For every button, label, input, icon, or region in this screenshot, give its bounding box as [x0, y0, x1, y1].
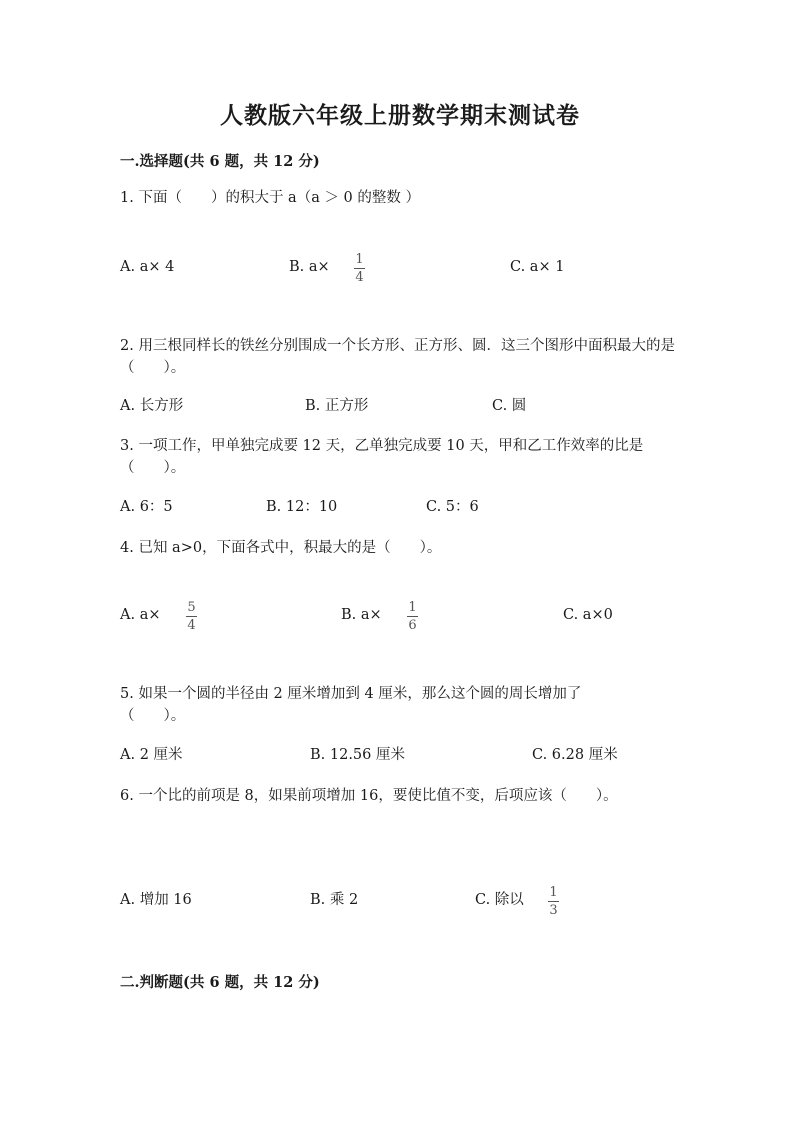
question-3-option-c: C. 5：6 [426, 499, 479, 515]
question-1-text: 1. 下面（ ）的积大于 a（a ＞ 0 的整数 ） [120, 190, 421, 206]
question-5-option-c: C. 6.28 厘米 [532, 747, 618, 763]
fraction-bar [407, 616, 418, 617]
question-3-option-b: B. 12：10 [266, 499, 338, 515]
question-4-option-a: A. a× [120, 607, 161, 623]
question-2-text: 2. 用三根同样长的铁丝分别围成一个长方形、正方形、圆．这三个图形中面积最大的是（ ）。 [120, 338, 675, 376]
section-heading-choice: 一.选择题(共 6 题，共 12 分) [120, 153, 320, 170]
fraction-denominator: 3 [549, 903, 558, 918]
question-3-option-a: A. 6：5 [120, 499, 173, 515]
question-2-option-a: A. 长方形 [120, 398, 184, 414]
fraction-bar [548, 901, 559, 902]
question-1-option-b-fraction [354, 253, 365, 284]
question-4-text: 4. 已知 a>0，下面各式中，积最大的是（ ）。 [120, 540, 442, 556]
question-4-option-c: C. a×0 [563, 607, 613, 623]
question-5-option-b: B. 12.56 厘米 [310, 747, 405, 763]
fraction-denominator: 6 [408, 618, 417, 633]
fraction-denominator: 4 [355, 270, 364, 285]
question-6-option-c-fraction [548, 886, 559, 917]
section-heading-true-false: 二.判断题(共 6 题，共 12 分) [120, 974, 320, 991]
question-6-text: 6. 一个比的前项是 8，如果前项增加 16，要使比值不变，后项应该（ ）。 [120, 788, 618, 804]
question-4-option-a-fraction [186, 601, 197, 632]
question-5-option-a: A. 2 厘米 [120, 747, 183, 763]
fraction-numerator: 1 [408, 600, 417, 615]
page-title: 人教版六年级上册数学期末测试卷 [220, 102, 580, 129]
question-1-option-b: B. a× [289, 259, 330, 275]
question-4-option-b-fraction [407, 601, 418, 632]
fraction-numerator: 1 [355, 252, 364, 267]
question-4-option-b: B. a× [341, 607, 382, 623]
question-6-option-b: B. 乘 2 [310, 892, 359, 908]
question-1-option-c: C. a× 1 [510, 259, 565, 275]
fraction-bar [354, 268, 365, 269]
fraction-numerator: 5 [187, 600, 196, 615]
fraction-numerator: 1 [549, 885, 558, 900]
question-3-text: 3. 一项工作，甲单独完成要 12 天，乙单独完成要 10 天，甲和乙工作效率的比是（ ）。 [120, 438, 644, 476]
fraction-bar [186, 616, 197, 617]
question-2-option-b: B. 正方形 [305, 398, 369, 414]
fraction-denominator: 4 [187, 618, 196, 633]
question-1-option-a: A. a× 4 [120, 259, 175, 275]
question-6-option-c: C. 除以 [475, 892, 524, 908]
question-5-text: 5. 如果一个圆的半径由 2 厘米增加到 4 厘米，那么这个圆的周长增加了（ ）。 [120, 686, 582, 724]
question-2-option-c: C. 圆 [492, 398, 527, 414]
question-6-option-a: A. 增加 16 [120, 892, 192, 908]
